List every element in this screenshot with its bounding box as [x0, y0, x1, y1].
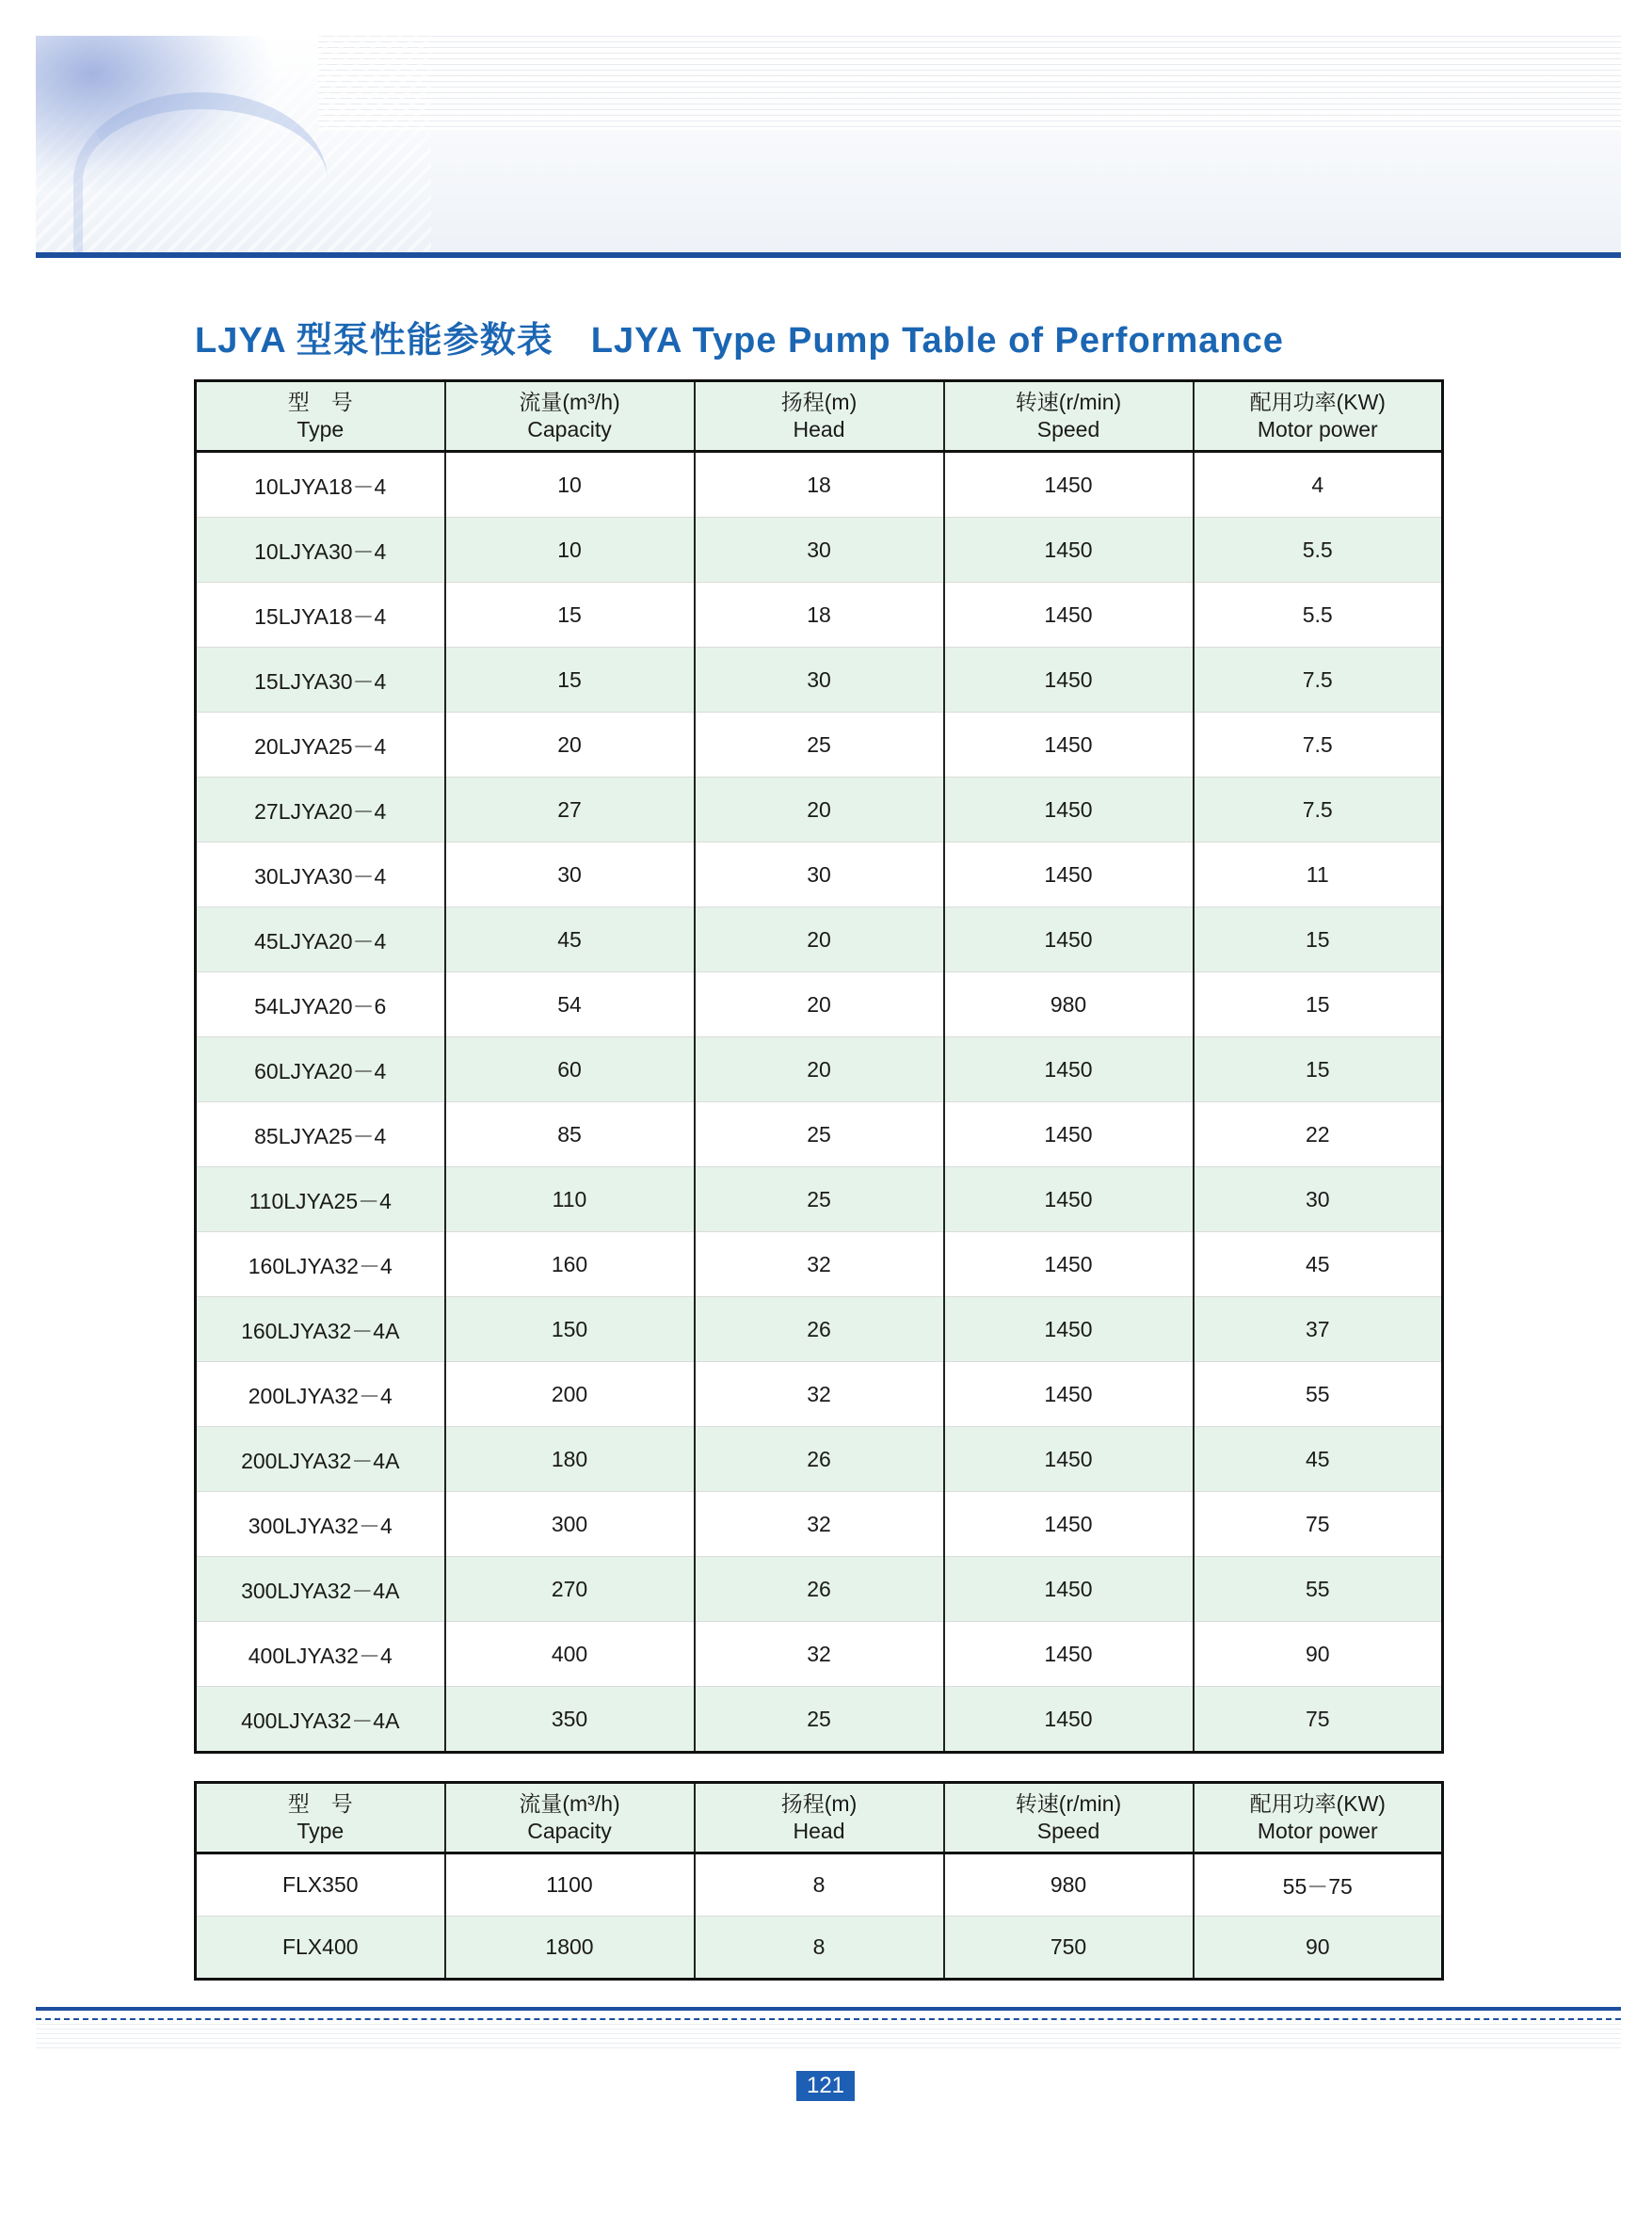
cell-motor-power: 7.5 — [1194, 713, 1443, 778]
cell-motor-power: 5.5 — [1194, 583, 1443, 648]
cell-motor-power: 55 — [1194, 1362, 1443, 1427]
header-rule — [36, 252, 1621, 258]
cell-head: 25 — [695, 1102, 944, 1167]
table-row — [196, 972, 1443, 1037]
table-row — [196, 1853, 1443, 1917]
cell-type: 400LJYA32－4A — [196, 1687, 445, 1753]
cell-type: 30LJYA30－4 — [196, 842, 445, 907]
header-head: 扬程(m) Head — [695, 1783, 944, 1853]
cell-speed: 1450 — [944, 1622, 1194, 1687]
cell-head: 32 — [695, 1232, 944, 1297]
cell-capacity: 30 — [445, 842, 695, 907]
cell-head: 18 — [695, 452, 944, 518]
cell-speed: 1450 — [944, 1167, 1194, 1232]
table-header-row — [196, 381, 1443, 452]
table-row — [196, 713, 1443, 778]
cell-type: 200LJYA32－4 — [196, 1362, 445, 1427]
cell-speed: 1450 — [944, 1037, 1194, 1102]
table-row — [196, 1102, 1443, 1167]
cell-type: 54LJYA20－6 — [196, 972, 445, 1037]
cell-motor-power: 90 — [1194, 1622, 1443, 1687]
table-row — [196, 1687, 1443, 1753]
cell-type: 60LJYA20－4 — [196, 1037, 445, 1102]
performance-table-ljya — [194, 379, 1444, 1754]
cell-speed: 980 — [944, 1853, 1194, 1917]
banner-stripes — [318, 36, 1621, 130]
cell-motor-power: 15 — [1194, 907, 1443, 972]
cell-capacity: 54 — [445, 972, 695, 1037]
cell-motor-power: 90 — [1194, 1917, 1443, 1980]
page-title-cn: LJYA 型泵性能参数表 — [195, 321, 553, 361]
cell-head: 20 — [695, 907, 944, 972]
cell-capacity: 27 — [445, 778, 695, 842]
cell-motor-power: 55－75 — [1194, 1853, 1443, 1917]
header-motor-power: 配用功率(KW) Motor power — [1194, 381, 1443, 452]
cell-speed: 1450 — [944, 452, 1194, 518]
cell-head: 30 — [695, 842, 944, 907]
cell-head: 32 — [695, 1622, 944, 1687]
cell-speed: 1450 — [944, 778, 1194, 842]
cell-speed: 980 — [944, 972, 1194, 1037]
table-row — [196, 1622, 1443, 1687]
cell-capacity: 10 — [445, 452, 695, 518]
cell-motor-power: 75 — [1194, 1492, 1443, 1557]
cell-motor-power: 45 — [1194, 1232, 1443, 1297]
table-row — [196, 648, 1443, 713]
cell-capacity: 350 — [445, 1687, 695, 1753]
cell-capacity: 300 — [445, 1492, 695, 1557]
table-row — [196, 842, 1443, 907]
cell-type: 300LJYA32－4 — [196, 1492, 445, 1557]
header-motor-power: 配用功率(KW) Motor power — [1194, 1783, 1443, 1853]
cell-head: 26 — [695, 1557, 944, 1622]
table-row — [196, 1557, 1443, 1622]
page-title — [195, 311, 1284, 362]
cell-motor-power: 55 — [1194, 1557, 1443, 1622]
cell-type: 110LJYA25－4 — [196, 1167, 445, 1232]
cell-motor-power: 5.5 — [1194, 518, 1443, 583]
table-row — [196, 518, 1443, 583]
header-capacity: 流量(m³/h) Capacity — [445, 1783, 695, 1853]
cell-motor-power: 45 — [1194, 1427, 1443, 1492]
cell-motor-power: 22 — [1194, 1102, 1443, 1167]
cell-motor-power: 15 — [1194, 1037, 1443, 1102]
cell-speed: 1450 — [944, 842, 1194, 907]
cell-head: 32 — [695, 1362, 944, 1427]
cell-type: FLX350 — [196, 1853, 445, 1917]
cell-type: 400LJYA32－4 — [196, 1622, 445, 1687]
cell-capacity: 150 — [445, 1297, 695, 1362]
table-row — [196, 1427, 1443, 1492]
cell-capacity: 160 — [445, 1232, 695, 1297]
cell-speed: 1450 — [944, 713, 1194, 778]
table-row — [196, 583, 1443, 648]
header-speed: 转速(r/min) Speed — [944, 1783, 1194, 1853]
cell-speed: 1450 — [944, 648, 1194, 713]
cell-type: 85LJYA25－4 — [196, 1102, 445, 1167]
cell-motor-power: 11 — [1194, 842, 1443, 907]
cell-head: 20 — [695, 972, 944, 1037]
cell-head: 30 — [695, 648, 944, 713]
cell-capacity: 1800 — [445, 1917, 695, 1980]
table-row — [196, 1917, 1443, 1980]
cell-head: 25 — [695, 1167, 944, 1232]
cell-capacity: 10 — [445, 518, 695, 583]
cell-capacity: 15 — [445, 583, 695, 648]
cell-capacity: 400 — [445, 1622, 695, 1687]
cell-capacity: 20 — [445, 713, 695, 778]
cell-head: 26 — [695, 1297, 944, 1362]
page-title-en: LJYA Type Pump Table of Performance — [590, 321, 1284, 361]
cell-motor-power: 75 — [1194, 1687, 1443, 1753]
cell-head: 8 — [695, 1917, 944, 1980]
cell-type: 10LJYA18－4 — [196, 452, 445, 518]
cell-type: 27LJYA20－4 — [196, 778, 445, 842]
cell-speed: 1450 — [944, 907, 1194, 972]
header-speed: 转速(r/min) Speed — [944, 381, 1194, 452]
cell-type: 10LJYA30－4 — [196, 518, 445, 583]
cell-head: 18 — [695, 583, 944, 648]
cell-speed: 1450 — [944, 1687, 1194, 1753]
cell-head: 32 — [695, 1492, 944, 1557]
header-banner — [36, 36, 1621, 254]
footer-stripes — [36, 2024, 1621, 2052]
cell-speed: 1450 — [944, 1102, 1194, 1167]
table-row — [196, 778, 1443, 842]
cell-type: FLX400 — [196, 1917, 445, 1980]
cell-type: 15LJYA30－4 — [196, 648, 445, 713]
cell-motor-power: 30 — [1194, 1167, 1443, 1232]
cell-head: 26 — [695, 1427, 944, 1492]
header-head: 扬程(m) Head — [695, 381, 944, 452]
cell-motor-power: 7.5 — [1194, 778, 1443, 842]
cell-capacity: 110 — [445, 1167, 695, 1232]
table-row — [196, 907, 1443, 972]
cell-speed: 1450 — [944, 1557, 1194, 1622]
header-type: 型 号 Type — [196, 1783, 445, 1853]
cell-speed: 1450 — [944, 1297, 1194, 1362]
cell-capacity: 1100 — [445, 1853, 695, 1917]
cell-capacity: 60 — [445, 1037, 695, 1102]
cell-speed: 1450 — [944, 1492, 1194, 1557]
cell-type: 160LJYA32－4A — [196, 1297, 445, 1362]
table-row — [196, 1232, 1443, 1297]
table-row — [196, 1037, 1443, 1102]
cell-motor-power: 37 — [1194, 1297, 1443, 1362]
cell-head: 20 — [695, 778, 944, 842]
header-capacity: 流量(m³/h) Capacity — [445, 381, 695, 452]
cell-capacity: 85 — [445, 1102, 695, 1167]
cell-head: 8 — [695, 1853, 944, 1917]
cell-motor-power: 4 — [1194, 452, 1443, 518]
cell-type: 45LJYA20－4 — [196, 907, 445, 972]
cell-speed: 750 — [944, 1917, 1194, 1980]
cell-speed: 1450 — [944, 1427, 1194, 1492]
table-row — [196, 1362, 1443, 1427]
cell-motor-power: 15 — [1194, 972, 1443, 1037]
cell-motor-power: 7.5 — [1194, 648, 1443, 713]
cell-speed: 1450 — [944, 1362, 1194, 1427]
page-number: 121 — [796, 2071, 855, 2101]
cell-capacity: 45 — [445, 907, 695, 972]
cell-capacity: 270 — [445, 1557, 695, 1622]
cell-speed: 1450 — [944, 518, 1194, 583]
cell-type: 15LJYA18－4 — [196, 583, 445, 648]
cell-type: 200LJYA32－4A — [196, 1427, 445, 1492]
cell-type: 300LJYA32－4A — [196, 1557, 445, 1622]
cell-head: 30 — [695, 518, 944, 583]
cell-head: 20 — [695, 1037, 944, 1102]
cell-capacity: 200 — [445, 1362, 695, 1427]
table-row — [196, 1297, 1443, 1362]
cell-head: 25 — [695, 713, 944, 778]
cell-type: 160LJYA32－4 — [196, 1232, 445, 1297]
table-row — [196, 1492, 1443, 1557]
cell-type: 20LJYA25－4 — [196, 713, 445, 778]
table-row — [196, 1167, 1443, 1232]
performance-table-flx — [194, 1781, 1444, 1981]
table-header-row — [196, 1783, 1443, 1853]
header-type: 型 号 Type — [196, 381, 445, 452]
cell-head: 25 — [695, 1687, 944, 1753]
footer-rule — [36, 2007, 1621, 2020]
cell-capacity: 15 — [445, 648, 695, 713]
table-row — [196, 452, 1443, 518]
cell-capacity: 180 — [445, 1427, 695, 1492]
cell-speed: 1450 — [944, 1232, 1194, 1297]
cell-speed: 1450 — [944, 583, 1194, 648]
